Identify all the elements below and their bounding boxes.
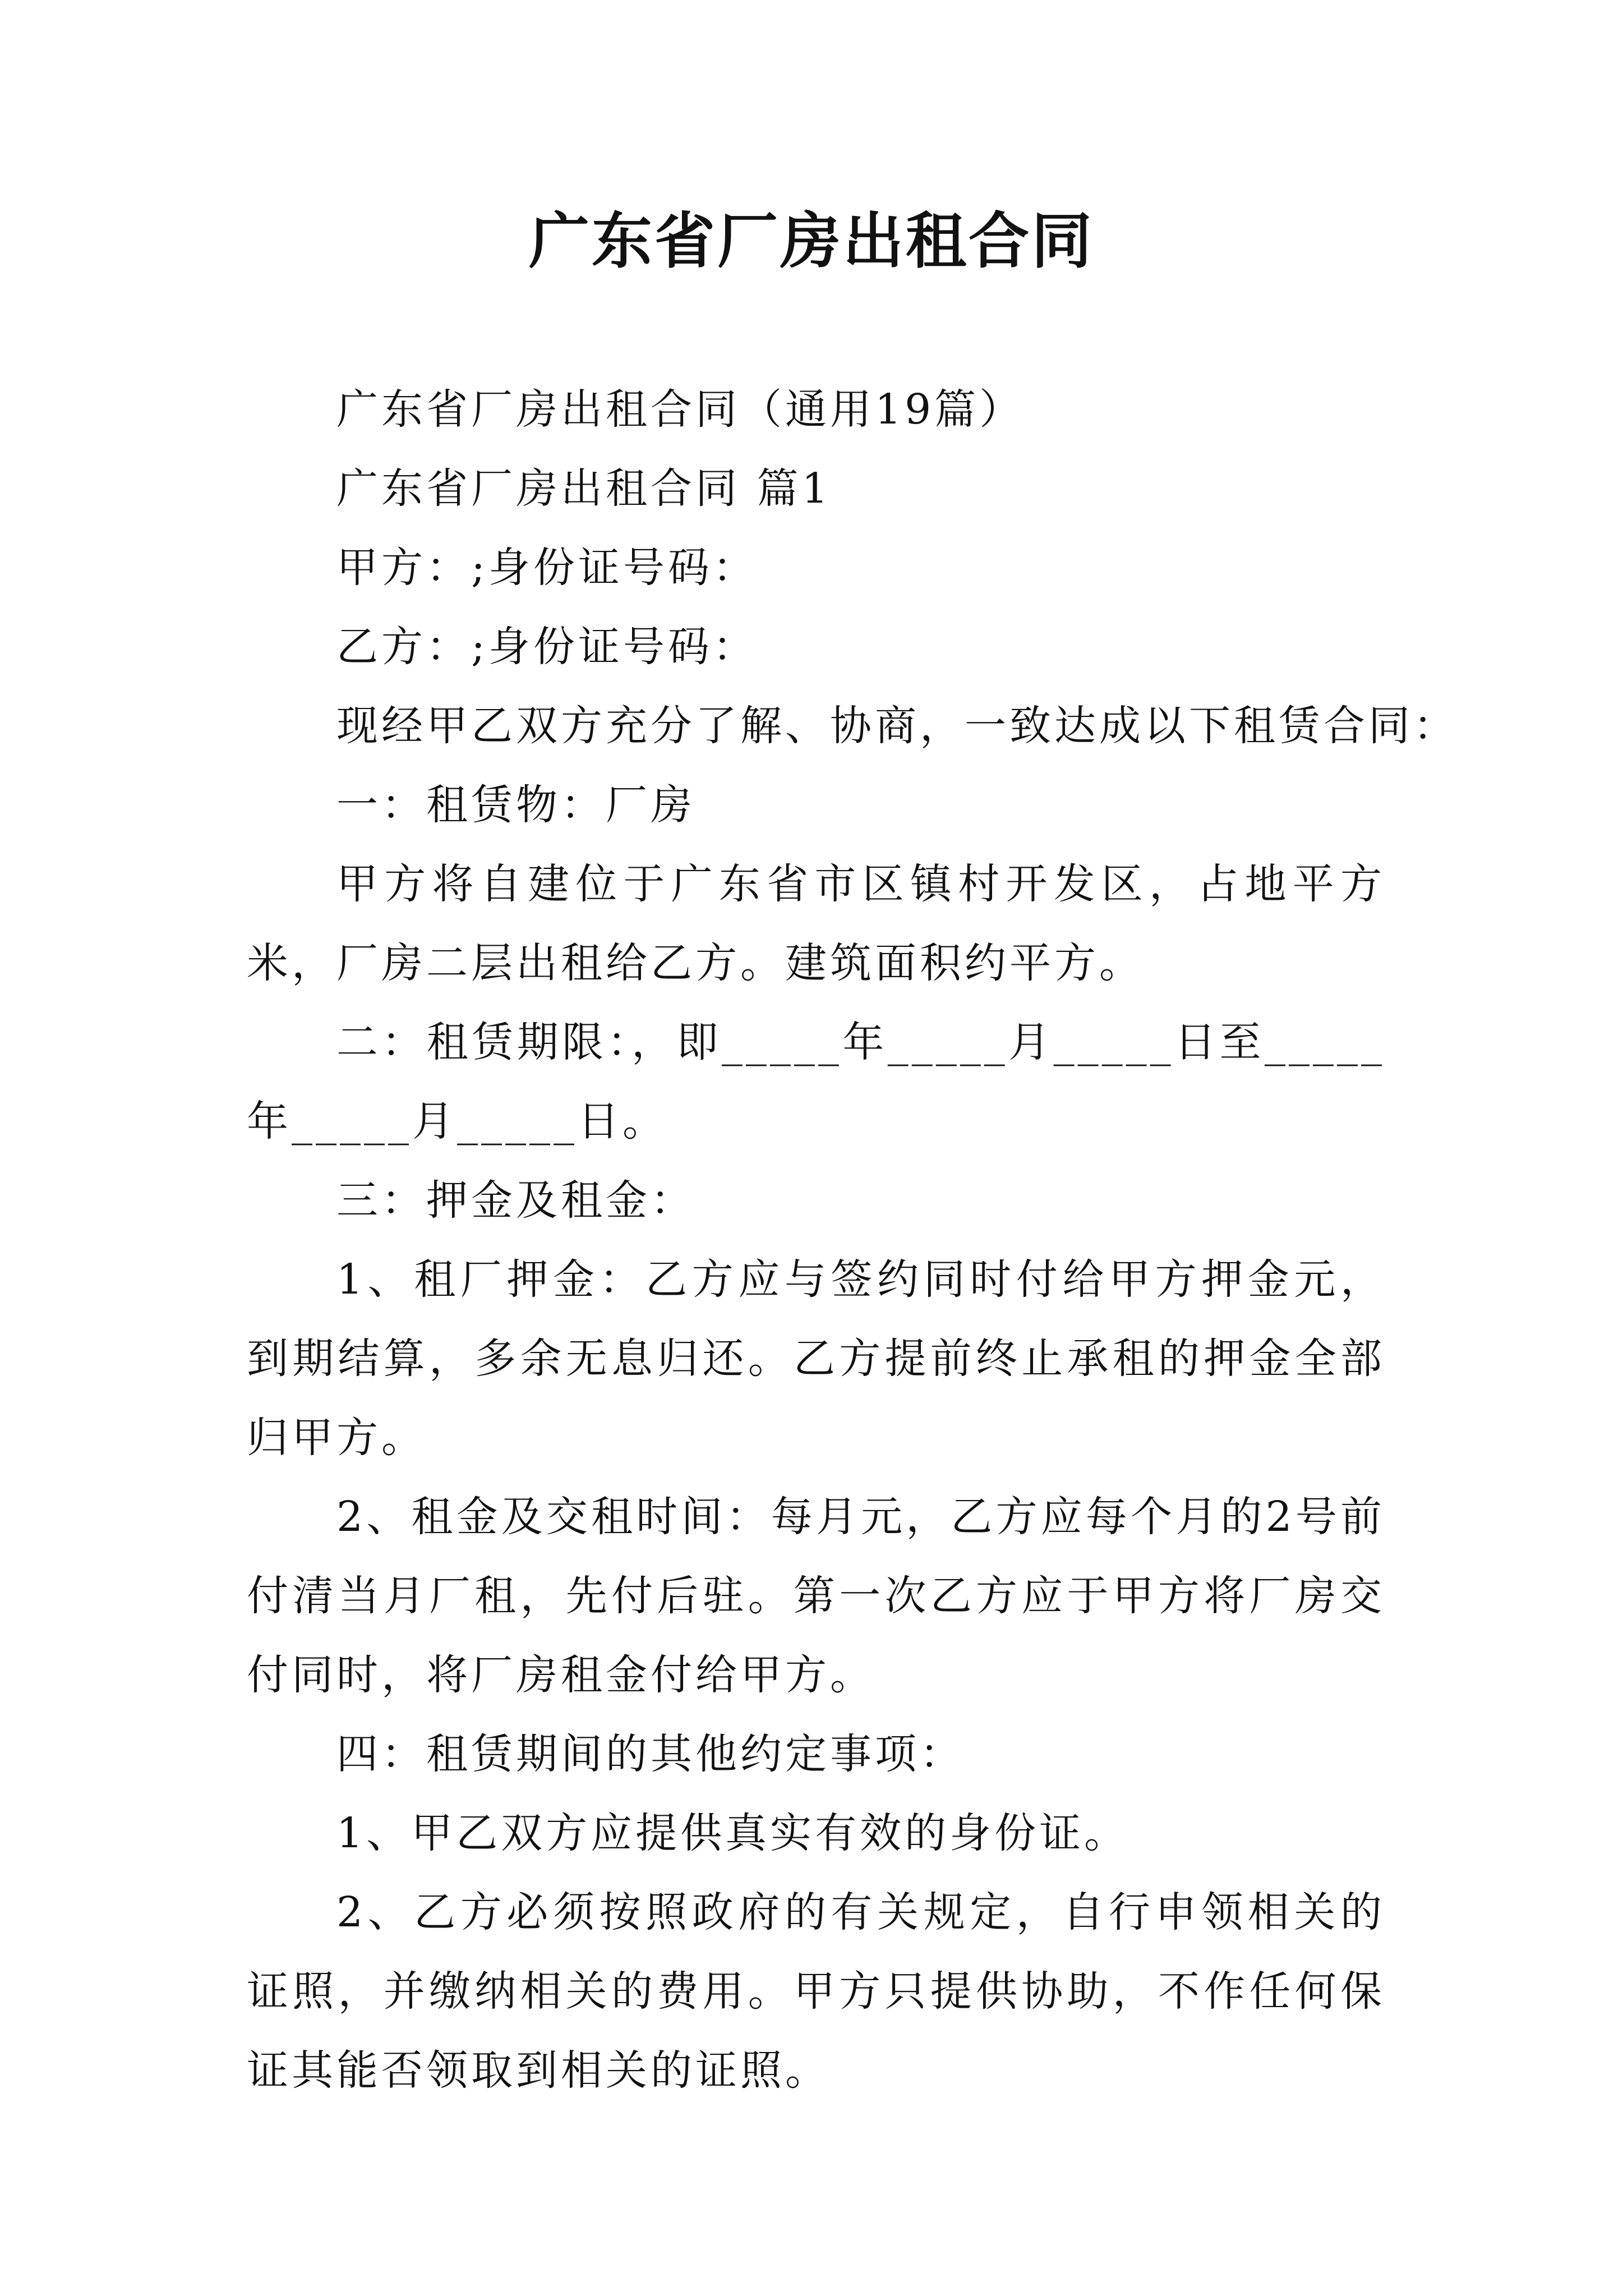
paragraph-clause-2-term: 二：租赁期限：，即_____年_____月_____日至_____年_____月_____日。	[247, 1018, 1385, 1145]
paragraph-agreement-intro: 现经甲乙双方充分了解、协商，一致达成以下租赁合同：	[336, 702, 1458, 750]
paragraph-clause-1-body: 甲方将自建位于广东省市区镇村开发区，占地平方米，厂房二层出租给乙方。建筑面积约平方。	[247, 860, 1385, 987]
paragraph-clause-1-heading: 一：租赁物：厂房	[336, 781, 695, 829]
paragraph-clause-4-item-2: 2、乙方必须按照政府的有关规定，自行申领相关的证照，并缴纳相关的费用。甲方只提供协助，不作任何保证其能否领取到相关的证照。	[247, 1888, 1385, 2095]
paragraph-party-a: 甲方：;身份证号码：	[336, 544, 758, 592]
paragraph-clause-3-deposit: 1、租厂押金：乙方应与签约同时付给甲方押金元，到期结算，多余无息归还。乙方提前终止承租的押金全部归甲方。	[247, 1255, 1385, 1462]
paragraph-clause-4-item-1: 1、甲乙双方应提供真实有效的身份证。	[336, 1809, 1129, 1857]
document-title: 广东省厂房出租合同	[528, 206, 1094, 277]
paragraph-party-b: 乙方：;身份证号码：	[336, 623, 758, 671]
document-body	[247, 370, 1458, 2110]
paragraph-clause-3-heading: 三：押金及租金：	[336, 1176, 695, 1225]
paragraph-section-heading: 广东省厂房出租合同 篇1	[336, 464, 832, 513]
paragraph-clause-4-heading: 四：租赁期间的其他约定事项：	[336, 1730, 965, 1778]
paragraph-subtitle: 广东省厂房出租合同（通用19篇）	[336, 385, 1025, 434]
paragraph-clause-3-rent: 2、租金及交租时间：每月元，乙方应每个月的2号前付清当月厂租，先付后驻。第一次乙方应于甲方将厂房交付同时，将厂房租金付给甲方。	[247, 1493, 1385, 1699]
